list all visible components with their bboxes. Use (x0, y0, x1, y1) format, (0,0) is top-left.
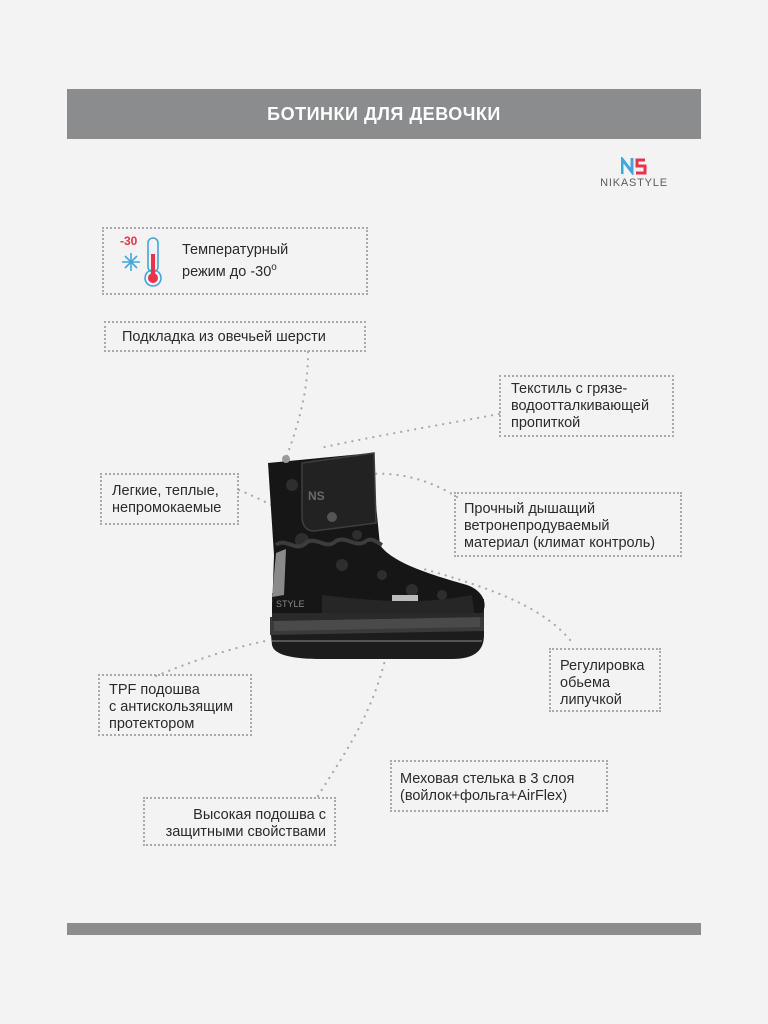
textile-callout (499, 375, 674, 437)
material-line: материал (климат контроль) (464, 535, 656, 551)
boot-image (262, 445, 492, 663)
insole-line: Меховая стелька в 3 слоя (400, 771, 575, 787)
footer-bar (67, 923, 701, 935)
light-line: непромокаемые (112, 500, 222, 516)
sole-line: протектором (109, 716, 195, 732)
lining-callout (104, 321, 366, 352)
temperature-line2: режим до -30 (182, 263, 272, 280)
brand-name: NIKASTYLE (600, 177, 668, 189)
high-sole-line: защитными свойствами (165, 824, 326, 840)
textile-line: Текстиль с грязе- (511, 381, 628, 397)
degree-sign: o (271, 261, 277, 273)
volume-line: липучкой (560, 692, 622, 708)
insole-callout (390, 760, 608, 812)
volume-line: обьема (560, 675, 611, 691)
high-sole-callout (143, 797, 336, 846)
temperature-icon-label: -30 (120, 234, 138, 248)
textile-line: пропиткой (511, 415, 581, 431)
lining-text: Подкладка из овечьей шерсти (122, 329, 326, 345)
temperature-callout (102, 227, 368, 295)
material-line: Прочный дышащий (464, 501, 596, 517)
material-line: ветронепродуваемый (464, 518, 610, 534)
sole-line: с антискользящим (109, 699, 234, 715)
side-text: STYLE (276, 599, 305, 609)
size-label (392, 595, 418, 601)
light-line: Легкие, теплые, (112, 483, 219, 499)
textile-line: водоотталкивающей (511, 398, 650, 414)
volume-line: Регулировка (560, 658, 645, 674)
light-callout (100, 473, 239, 525)
temperature-line1: Температурный (182, 241, 289, 258)
sole-callout (98, 674, 252, 736)
strap-logo: NS (308, 489, 325, 503)
thermometer-snowflake-icon (116, 232, 168, 290)
page-title: БОТИНКИ ДЛЯ ДЕВОЧКИ (267, 103, 501, 124)
sole-line: TPF подошва (109, 682, 200, 698)
insole-line: (войлок+фольга+AirFlex) (400, 788, 568, 804)
volume-callout (549, 648, 661, 712)
high-sole-line: Высокая подошва с (193, 807, 326, 823)
